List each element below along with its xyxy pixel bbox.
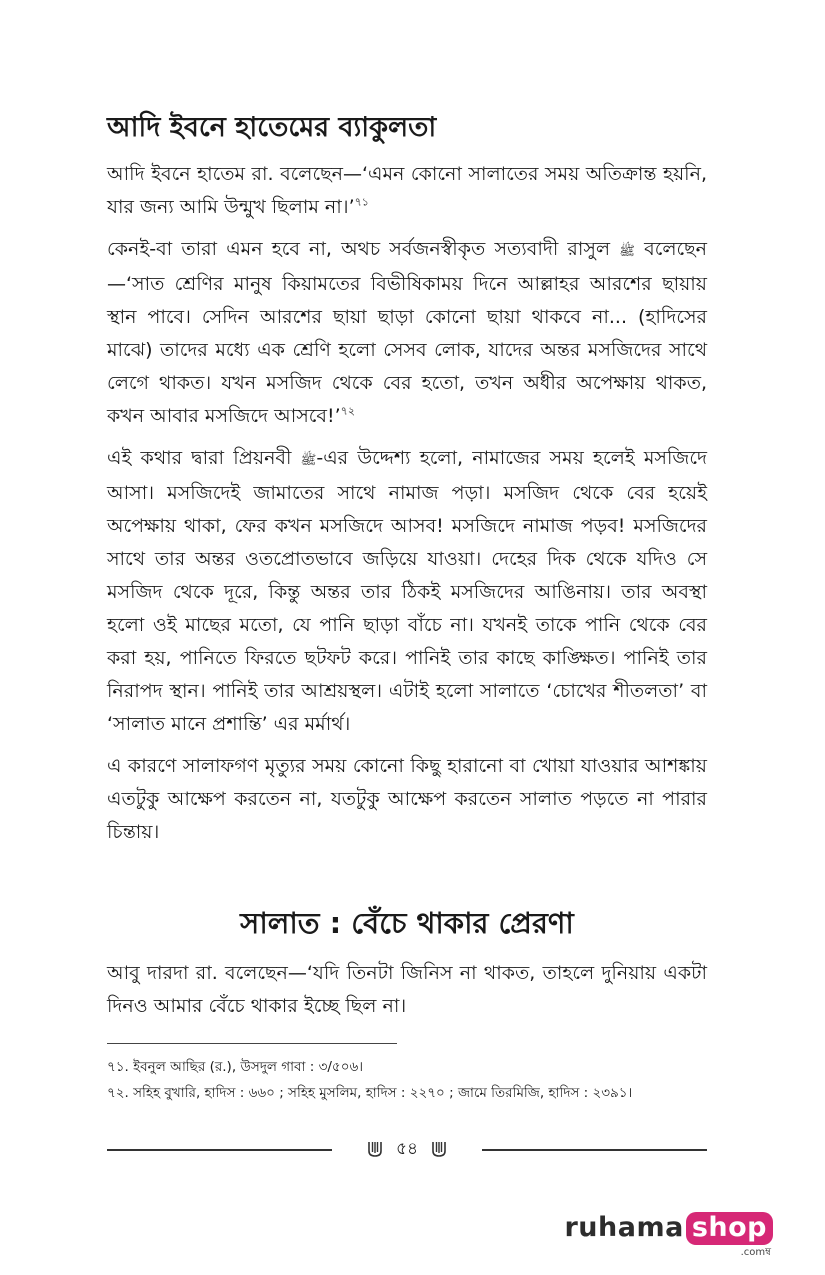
brand-name: ruhama [564,1212,684,1243]
ruhamashop-logo [564,1212,773,1258]
footnote-ref-72[interactable]: ৭২ [340,404,355,418]
footnote-divider [107,1043,397,1044]
ornament-icon [368,1141,382,1157]
section-heading-salat-motivation: সালাত : বেঁচে থাকার প্রেরণা [240,906,574,940]
ornament-icon [432,1141,446,1157]
salawat-symbol: ﷺ [300,453,317,468]
footnote-ref-71[interactable]: ৭১ [354,195,369,209]
footnote-72: ৭২. সহিহ বুখারি, হাদিস : ৬৬০ ; সহিহ মুসলিম, হাদিস : ২২৭০ ; জামে তিরমিজি, হাদিস : ২৩৯১। [107,1085,633,1101]
paragraph-1-text: আদি ইবনে হাতেম রা. বলেছেন—‘এমন কোনো সালাতের সময় অতিক্রান্ত হয়নি, যার জন্য আমি উন্মুখ ছিলাম না।’ [107,163,707,218]
footnote-71: ৭১. ইবনুল আছির (র.), উসদুল গাবা : ৩/৫০৬। [107,1059,364,1075]
footer-page-number-group [107,1136,707,1162]
page-body [107,108,707,1106]
brand-suffix: .comম্ব [740,1247,771,1258]
paragraph-4: এ কারণে সালাফগণ মৃত্যুর সময় কোনো কিছু হারানো বা খোয়া যাওয়ার আশঙ্কায় এতটুকু আক্ষেপ করতেন না, যতটুকু আক্ষেপ করতেন সালাত পড়তে না পারার চিন্তায়। [107,755,707,843]
paragraph-2-text-b: বলেছেন—‘সাত শ্রেণির মানুষ কিয়ামতের বিভীষিকাময় দিনে আল্লাহর আরশের ছায়ায় স্থান পাবে। সেদিন আরশের ছায়া ছাড়া কোনো ছায়া থাকবে না... (হাদিসের মাঝে) তাদের মধ্যে এক শ্রেণি হলো সেসব লোক, যাদের অন্তর মসজিদের সাথে লেগে থাকত। যখন মসজিদ থেকে বের হতো, তখন অধীর অপেক্ষায় থাকত, কখন আবার মসজিদে আসবে!’ [107,238,708,427]
paragraph-1 [107,158,707,224]
paragraph-3-text-b: -এর উদ্দেশ্য হলো, নামাজের সময় হলেই মসজিদে আসা। মসজিদেই জামাতের সাথে নামাজ পড়া। মসজিদ থেকে বের হয়েই অপেক্ষায় থাকা, ফের কখন মসজিদে আসব! মসজিদে নামাজ পড়ব! মসজিদের সাথে তার অন্তর ওতপ্রোতভাবে জড়িয়ে যাওয়া। দেহের দিক থেকে যদিও সে মসজিদ থেকে দূরে, কিন্তু অন্তর তার ঠিকই মসজিদের আঙিনায়। তার অবস্থা হলো ওই মাছের মতো, যে পানি ছাড়া বাঁচে না। যখনই তাকে পানি থেকে বের করা হয়, পানিতে ফিরতে ছটফট করে। পানিই তার কাছে কাঙ্ক্ষিত। পানিই তার নিরাপদ স্থান। পানিই তার আশ্রয়স্থল। এটাই হলো সালাতে ‘চোখের শীতলতা’ বা ‘সালাত মানে প্রশান্তি’ এর মর্মার্থ। [107,447,707,735]
salawat-symbol: ﷺ [619,244,635,259]
brand-shop-badge: shop [686,1212,773,1245]
page-number: ৫৪ [395,1139,419,1159]
paragraph-3-text-a: এই কথার দ্বারা প্রিয়নবী [107,447,292,469]
section-heading-adi-ibn-hatim: আদি ইবনে হাতেমের ব্যাকুলতা [107,112,437,143]
paragraph-2-text-a: কেনই-বা তারা এমন হবে না, অথচ সর্বজনস্বীকৃত সত্যবাদী রাসুল [107,238,611,260]
paragraph-2 [107,233,707,433]
paragraph-5: আবু দারদা রা. বলেছেন—‘যদি তিনটা জিনিস না থাকত, তাহলে দুনিয়ায় একটা দিনও আমার বেঁচে থাকার ইচ্ছে ছিল না। [107,962,707,1017]
page-footer [107,1136,707,1162]
paragraph-3 [107,442,707,741]
